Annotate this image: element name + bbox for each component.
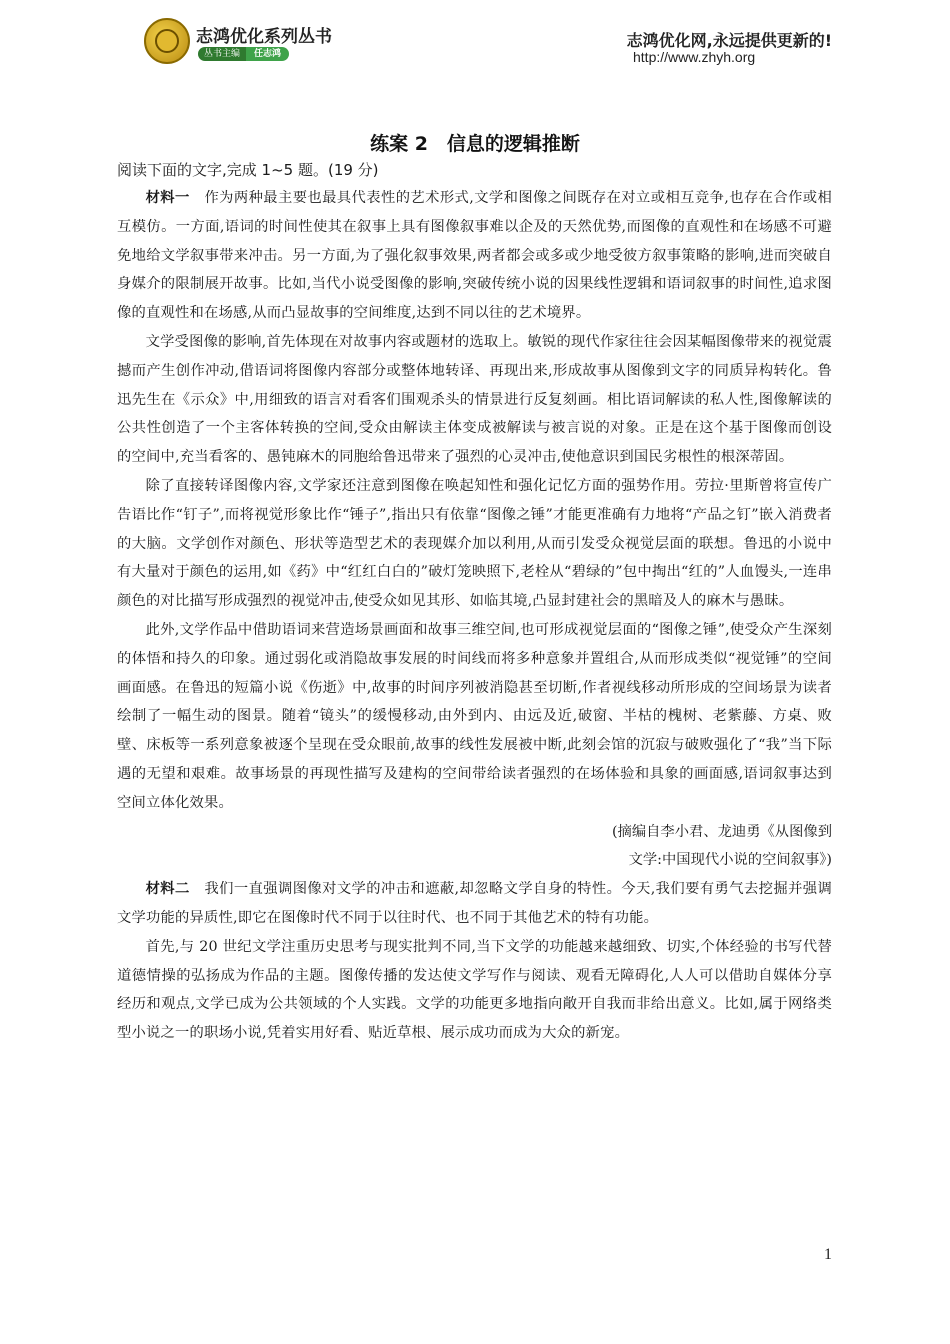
instruction: 阅读下面的文字,完成 1~5 题。(19 分) bbox=[117, 161, 379, 179]
material2-paragraph: 材料二 我们一直强调图像对文学的冲击和遮蔽,却忽略文学自身的特性。今天,我们要有勇气去挖掘并强调文学功能的异质性,即它在图像时代不同于以往时代、也不同于其他艺术的特有功能。 bbox=[117, 881, 832, 926]
material1-source-line: (摘编自李小君、龙迪勇《从图像到 bbox=[611, 823, 832, 840]
editor-label: 丛书主编 bbox=[198, 47, 246, 61]
page-number: 1 bbox=[824, 1246, 832, 1263]
series-title: 志鸿优化系列丛书 bbox=[196, 27, 332, 47]
page-title: 练案 2 信息的逻辑推断 bbox=[370, 133, 580, 155]
article-body bbox=[117, 156, 832, 1048]
header-url[interactable]: http://www.zhyh.org bbox=[633, 49, 756, 65]
material1-paragraph: 材料一 作为两种最主要也最具代表性的艺术形式,文学和图像之间既存在对立或相互竞争,也存在合作或相互模仿。一方面,语词的时间性使其在叙事上具有图像叙事难以企及的天然优势,而图像的直观性和在场感不可避免地给文学叙事带来冲击。另一方面,为了强化叙事效果,两者都会或多或少地受彼方叙事策略的影响,进而突破自身媒介的限制展开故事。比如,当代小说受图像的影响,突破传统小说的因果线性逻辑和语词叙事的时间性,追求图像的直观性和在场感,从而凸显故事的空间维度,达到不同以往的艺术境界。 bbox=[117, 190, 832, 322]
material1-paragraph: 文学受图像的影响,首先体现在对故事内容或题材的选取上。敏锐的现代作家往往会因某幅图像带来的视觉震撼而产生创作冲动,借语词将图像内容部分或整体地转译、再现出来,形成故事从图像到文字的同质异构转化。鲁迅先生在《示众》中,用细致的语言对看客们围观杀头的情景进行反复刻画。相比语词解读的私人性,图像解读的公共性创造了一个主客体转换的空间,受众由解读主体变成被解读与被言说的对象。正是在这个基于图像而创设的空间中,充当看客的、愚钝麻木的同胞给鲁迅带来了强烈的心灵冲击,使他意识到国民劣根性的根深蒂固。 bbox=[117, 333, 832, 466]
header-slogan: 志鸿优化网,永远提供更新的! bbox=[626, 31, 832, 50]
page-header bbox=[0, 0, 950, 80]
editor-name: 任志鸿 bbox=[246, 47, 289, 61]
editor-badge bbox=[198, 47, 289, 61]
material2-paragraph: 首先,与 20 世纪文学注重历史思考与现实批判不同,当下文学的功能越来越细致、切实,个体经验的书写代替道德情操的弘扬成为作品的主题。图像传播的发达使文学写作与阅读、观看无障碍化,人人可以借助自媒体分享经历和观点,文学已成为公共领域的个人实践。文学的功能更多地指向敞开自我而非给出意义。比如,属于网络类型小说之一的职场小说,凭着实用好看、贴近草根、展示成功而成为大众的新宠。 bbox=[117, 938, 832, 1042]
material1-paragraph: 除了直接转译图像内容,文学家还注意到图像在唤起知性和强化记忆方面的强势作用。劳拉·里斯曾将宣传广告语比作“钉子”,而将视觉形象比作“锤子”,指出只有依靠“图像之锤”才能更准确有力地将“产品之钉”嵌入消费者的大脑。文学创作对颜色、形状等造型艺术的表现媒介加以利用,从而引发受众视觉层面的联想。鲁迅的小说中有大量对于颜色的运用,如《药》中“红红白白的”破灯笼映照下,老栓从“碧绿的”包中掏出“红的”人血馒头,一连串颜色的对比描写形成强烈的视觉冲击,使受众如见其形、如临其境,凸显封建社会的黑暗及人的麻木与愚昧。 bbox=[117, 477, 832, 610]
material2-label: 材料二 bbox=[145, 881, 190, 898]
series-logo-icon bbox=[144, 18, 190, 64]
material1-paragraph: 此外,文学作品中借助语词来营造场景画面和故事三维空间,也可形成视觉层面的“图像之锤”,使受众产生深刻的体悟和持久的印象。通过弱化或消隐故事发展的时间线而将多种意象并置组合,从而形成类似“视觉锤”的空间画面感。在鲁迅的短篇小说《伤逝》中,故事的时间序列被消隐甚至切断,作者视线移动所形成的空间场景为读者绘制了一幅生动的图景。随着“镜头”的缓慢移动,由外到内、由远及近,破窗、半枯的槐树、老紫藤、方桌、败壁、床板等一系列意象被逐个呈现在受众眼前,故事的线性发展被中断,此刻会馆的沉寂与破败强化了“我”当下际遇的无望和艰难。故事场景的再现性描写及建构的空间带给读者强烈的在场体验和具象的画面感,语词叙事达到空间立体化效果。 bbox=[117, 621, 832, 811]
material1-label: 材料一 bbox=[145, 190, 190, 206]
material1-source-line: 文学:中国现代小说的空间叙事》) bbox=[628, 852, 832, 869]
